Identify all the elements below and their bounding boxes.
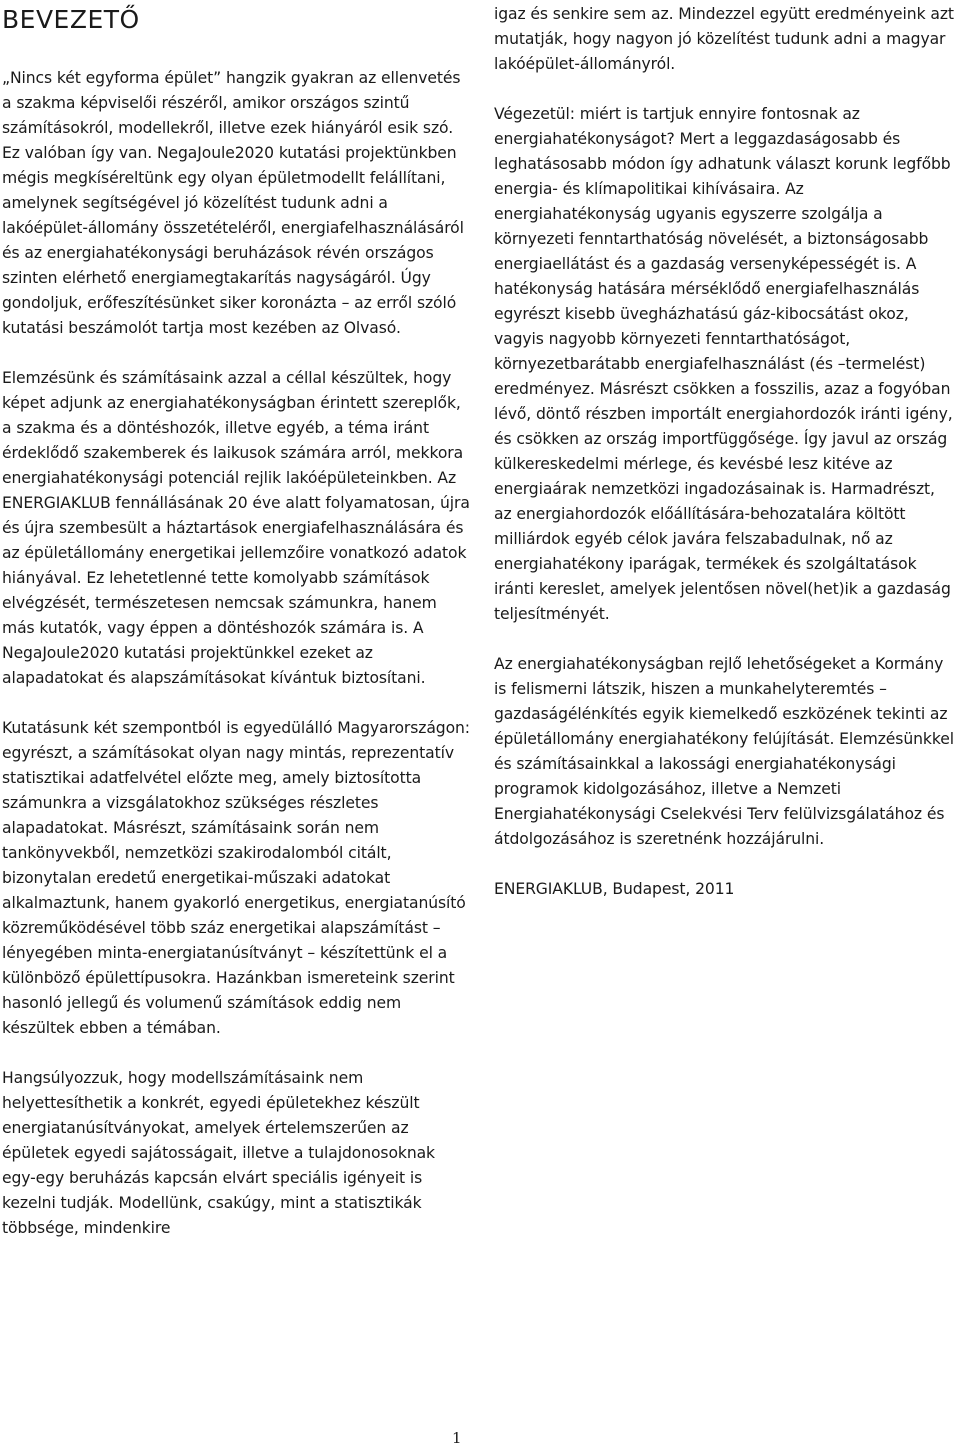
- continuation-paragraph: igaz és senkire sem az. Mindezzel együtt eredményeink azt mutatják, hogy nagyon jó közelítést tudunk adni a magyar lakóépület-állományról.: [494, 5, 954, 73]
- left-column: [2, 0, 470, 1241]
- intro-paragraph: „Nincs két egyforma épület” hangzik gyakran az ellenvetés a szakma képviselői részéről, amikor országos szintű számításokról, modellekről, illetve ezek hiányáról esik szó. Ez valóban így van. NegaJoule2020 kutatási projektünkben mégis megkíséreltünk egy olyan épületmodellt felállítani, amelynek segítségével jó közelítést tudunk adni a lakóépület-állomány összetételéről, energiafelhasználásáról és az energiahatékonysági beruházások révén országos szinten elérhető energiamegtakarítás nagyságáról. Úgy gondoljuk, erőfeszítésünket siker koronázta – az erről szóló kutatási beszámolót tartja most kezében az Olvasó.: [2, 69, 464, 337]
- research-uniqueness-paragraph: Kutatásunk két szempontból is egyedülálló Magyarországon: egyrészt, a számításokat olyan nagy mintás, reprezentatív statisztikai adatfelvétel előzte meg, amely biztosította számunkra a vizsgálatokhoz szükséges részletes alapadatokat. Másrészt, számításaink során nem tankönyvekből, nemzetközi szakirodalomból citált, bizonytalan eredetű energetikai-műszaki adatokat alkalmaztunk, hanem gyakorló energetikus, energiatanúsító közreműködésével több száz energetikai alapszámítást – lényegében minta-energiatanúsítványt – készítettünk el a különböző épülettípusokra. Hazánkban ismereteink szerint hasonló jellegű és volumenű számítások eddig nem készültek ebben a témában.: [2, 719, 470, 1037]
- model-limitations-paragraph: Hangsúlyozzuk, hogy modellszámításaink nem helyettesíthetik a konkrét, egyedi épületekhez készült energiatanúsítványokat, amelyek értelemszerűen az épületek egyedi sajátosságait, illetve a tulajdonosoknak egy-egy beruházás kapcsán elvárt speciális igényeit is kezelni tudják. Modellünk, csakúgy, mint a statisztikák többsége, mindenkire: [2, 1069, 435, 1237]
- energy-efficiency-importance-paragraph: Végezetül: miért is tartjuk ennyire fontosnak az energiahatékonyságot? Mert a leggazdaságosabb és leghatásosabb módon így adhatunk választ korunk legfőbb energia- és klímapolitikai kihívásaira. Az energiahatékonyság ugyanis egyszerre szolgálja a környezeti fenntarthatóság növelését, a biztonságosabb energiaellátást és a gazdaság versenyképességét is. A hatékonyság hatására mérséklődő energiafelhasználás egyrészt kisebb üvegházhatású gáz-kibocsátást okoz, vagyis nagyobb környezeti fenntarthatóságot, környezetbarátabb energiafelhasználást (és –termelést) eredményez. Másrészt csökken a fosszilis, azaz a fogyóban lévő, döntő részben importált energiahordozók iránti igény, és csökken az ország importfüggősége. Így javul az ország külkereskedelmi mérlege, és kevésbé lesz kitéve az energiaárak nemzetközi ingadozásainak is. Harmadrészt, az energiahordozók előállítására-behozatalára költött milliárdok egyéb célok javára felszabadulnak, nő az energiahatékony iparágak, termékek és szolgáltatások iránti kereslet, amelyek jelentősen növel(het)ik a gazdaság teljesítményét.: [494, 105, 953, 623]
- section-title: BEVEZETŐ: [2, 5, 140, 34]
- government-policy-paragraph: Az energiahatékonyságban rejlő lehetőségeket a Kormány is felismerni látszik, hiszen a munkahelyteremtés – gazdaságélénkítés egyik kiemelkedő eszközének tekinti az épületállomány energiahatékony felújítását. Elemzésünkkel és számításainkkal a lakossági energiahatékonysági programok kidolgozásához, illetve a Nemzeti Energiahatékonysági Cselekvési Terv felülvizsgálatához és átdolgozásához is szeretnénk hozzájárulni.: [494, 655, 954, 848]
- signature-line: ENERGIAKLUB, Budapest, 2011: [494, 880, 735, 898]
- right-column: [494, 0, 956, 902]
- analysis-purpose-paragraph: Elemzésünk és számításaink azzal a céllal készültek, hogy képet adjunk az energiahatékonyságban érintett szereplők, a szakma és a döntéshozók, illetve egyéb, a téma iránt érdeklődő szakemberek és laikusok számára arról, mekkora energiahatékonysági potenciál rejlik lakóépületeinkben. Az ENERGIAKLUB fennállásának 20 éve alatt folyamatosan, újra és újra szembesült a háztartások energiafelhasználására és az épületállomány energetikai jellemzőire vonatkozó adatok hiányával. Ez lehetetlenné tette komolyabb számítások elvégzését, természetesen nemcsak számunkra, hanem más kutatók, vagy éppen a döntéshozók számára is. A NegaJoule2020 kutatási projektünkkel ezeket az alapadatokat és alapszámításokat kívántuk biztosítani.: [2, 369, 470, 687]
- page-number: 1: [452, 1429, 462, 1447]
